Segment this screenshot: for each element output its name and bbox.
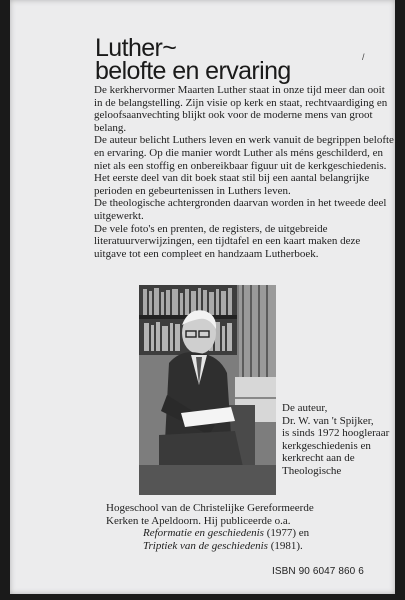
publication-year: (1981). <box>267 539 303 552</box>
tick-mark: / <box>362 52 365 62</box>
publication-line <box>143 540 393 553</box>
title-line-2: belofte en ervaring <box>95 57 291 85</box>
isbn-number: ISBN 90 6047 860 6 <box>272 566 364 577</box>
bio-line: Dr. W. van 't Spijker, <box>282 414 374 427</box>
publication-line <box>143 527 393 540</box>
bio-line: Theologische <box>282 464 342 477</box>
blurb-paragraph: De theologische achtergronden daarvan worden in het tweede deel uitgewerkt. <box>94 197 387 222</box>
bio-line: kerkgeschiedenis en <box>282 439 371 452</box>
blurb-paragraph: De kerkhervormer Maarten Luther staat in onze tijd meer dan ooit in de belangstelling. Zijn visie op kerk en staat, rechtvaardiging en geloofsaanvechting blijkt ook voor de moderne mens van groot belang. <box>94 84 388 134</box>
blurb-paragraph: Het eerste deel van dit boek staat stil bij een aantal belangrijke perioden en gebeurtenissen in Luthers leven. <box>94 172 370 197</box>
publication-title: Reformatie en geschiedenis <box>143 527 264 540</box>
bio-line: De auteur, <box>282 402 328 414</box>
bio-line: Kerken te Apeldoorn. Hij publiceerde o.a. <box>106 514 291 527</box>
blurb-paragraph: De auteur belicht Luthers leven en werk vanuit de begrippen belofte en ervaring. Op die manier wordt Luther als méns geschilderd, en niet als een stoffig en onbereikbaar figuur uit de kerkgeschiedenis. <box>94 134 394 172</box>
publication-year: (1977) en <box>263 527 310 540</box>
blurb-text <box>94 84 394 260</box>
author-bio <box>282 402 394 478</box>
author-bio-continued <box>106 502 393 552</box>
author-photo <box>139 285 276 495</box>
publication-title: Triptiek van de geschiedenis <box>143 539 268 552</box>
book-title <box>95 34 291 85</box>
back-cover <box>10 0 395 594</box>
bio-line: kerkrecht aan de <box>282 452 355 465</box>
bio-line: Hogeschool van de Christelijke Gereformeerde <box>106 502 314 514</box>
bio-line: is sinds 1972 hoogleraar <box>282 427 390 440</box>
title-line-1: Luther~ <box>95 34 177 62</box>
blurb-paragraph: De vele foto's en prenten, de registers, de uitgebreide literatuurverwijzingen, een tijdtafel en een kaart maken deze uitgave tot een compleet en handzaam Lutherboek. <box>94 222 361 260</box>
